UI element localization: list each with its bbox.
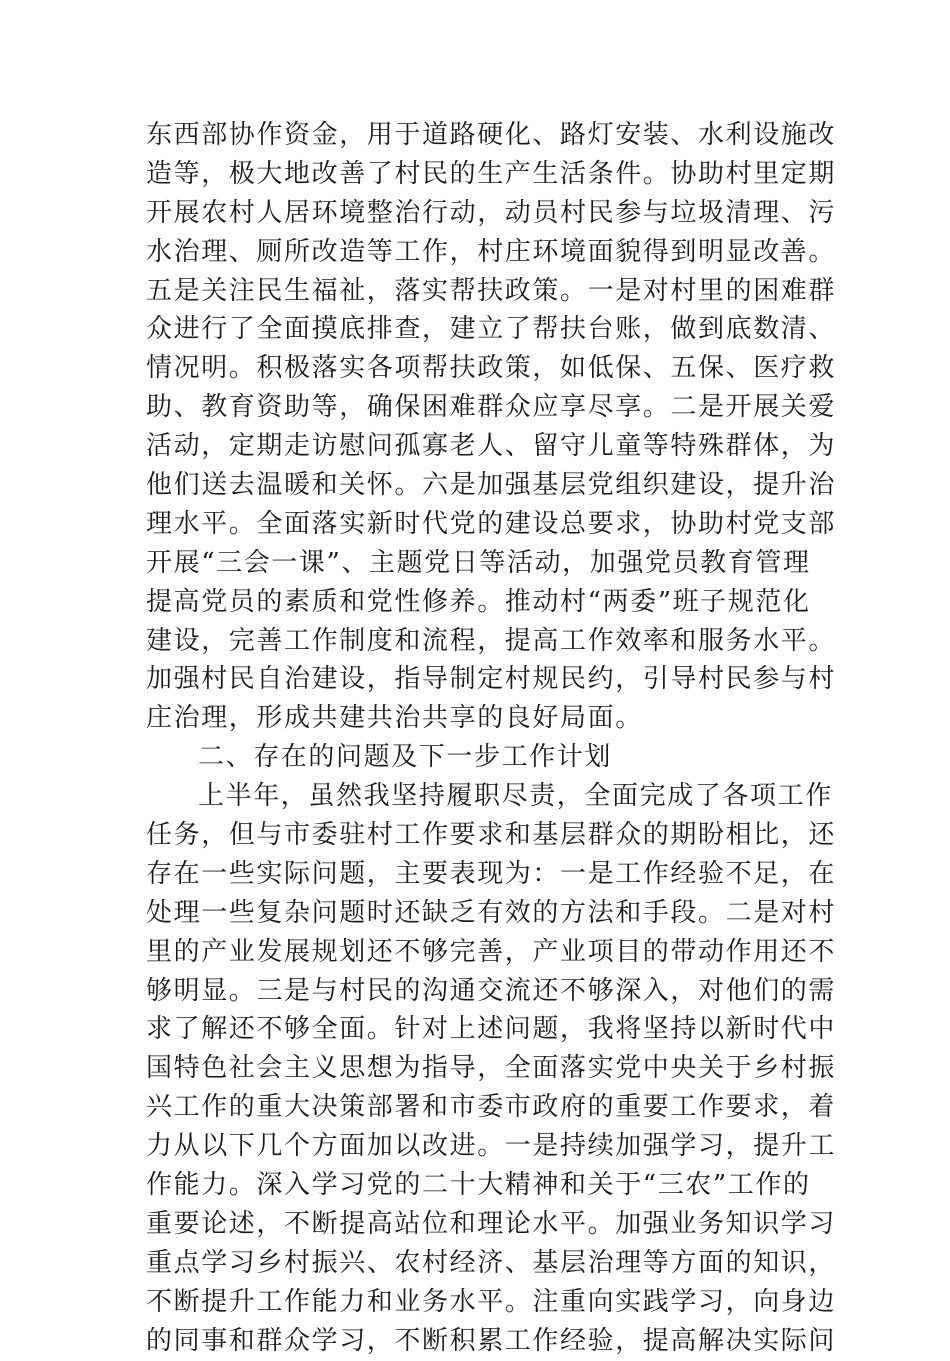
text-line: 提高党员的素质和党性修养。推动村“两委”班子规范化 [146,586,811,617]
text-line: 水治理、厕所改造等工作，村庄环境面貌得到明显改善。 [146,236,837,267]
text-line: 东西部协作资金，用于道路硬化、路灯安装、水利设施改 [146,120,837,150]
paragraph-first-line: 上半年，虽然我坚持履职尽责，全面完成了各项工作 [198,781,833,812]
text-line: 存在一些实际问题，主要表现为：一是工作经验不足，在 [146,858,837,889]
text-line: 活动，定期走访慰问孤寡老人、留守儿童等特殊群体，为 [146,431,837,462]
text-line: 重要论述，不断提高站位和理论水平。加强业务知识学习 [146,1208,837,1239]
text-line: 作能力。深入学习党的二十大精神和关于“三农”工作的 [146,1170,811,1201]
text-line: 的同事和群众学习，不断积累工作经验，提高解决实际问 [146,1325,837,1356]
section-heading: 二、存在的问题及下一步工作计划 [198,742,613,773]
text-line: 求了解还不够全面。针对上述问题，我将坚持以新时代中 [146,1014,837,1045]
text-line: 里的产业发展规划还不够完善，产业项目的带动作用还不 [146,936,837,967]
text-line: 情况明。积极落实各项帮扶政策，如低保、五保、医疗救 [146,353,837,384]
text-line: 加强村民自治建设，指导制定村规民约，引导村民参与村 [146,664,837,695]
text-line: 处理一些复杂问题时还缺乏有效的方法和手段。二是对村 [146,897,837,928]
text-line: 不断提升工作能力和业务水平。注重向实践学习，向身边 [146,1286,837,1317]
text-line: 庄治理，形成共建共治共享的良好局面。 [146,703,643,734]
text-line: 国特色社会主义思想为指导，全面落实党中央关于乡村振 [146,1053,837,1084]
text-line: 建设，完善工作制度和流程，提高工作效率和服务水平。 [146,625,837,656]
text-line: 助、教育资助等，确保困难群众应享尽享。二是开展关爱 [146,392,837,423]
document-body [146,116,837,1361]
text-line: 众进行了全面摸底排查，建立了帮扶台账，做到底数清、 [146,314,837,345]
text-line: 力从以下几个方面加以改进。一是持续加强学习，提升工 [146,1131,837,1162]
text-line: 任务，但与市委驻村工作要求和基层群众的期盼相比，还 [146,820,837,851]
text-line: 理水平。全面落实新时代党的建设总要求，协助村党支部 [146,508,837,539]
text-line: 五是关注民生福祉，落实帮扶政策。一是对村里的困难群 [146,275,837,306]
text-line: 造等，极大地改善了村民的生产生活条件。协助村里定期 [146,158,837,189]
text-line: 够明显。三是与村民的沟通交流还不够深入，对他们的需 [146,975,837,1006]
text-line: 他们送去温暖和关怀。六是加强基层党组织建设，提升治 [146,470,837,501]
text-line: 重点学习乡村振兴、农村经济、基层治理等方面的知识， [146,1247,837,1278]
text-line: 开展“三会一课”、主题党日等活动，加强党员教育管理 [146,547,811,578]
text-line: 兴工作的重大决策部署和市委市政府的重要工作要求，着 [146,1092,837,1123]
text-line: 开展农村人居环境整治行动，动员村民参与垃圾清理、污 [146,197,837,228]
